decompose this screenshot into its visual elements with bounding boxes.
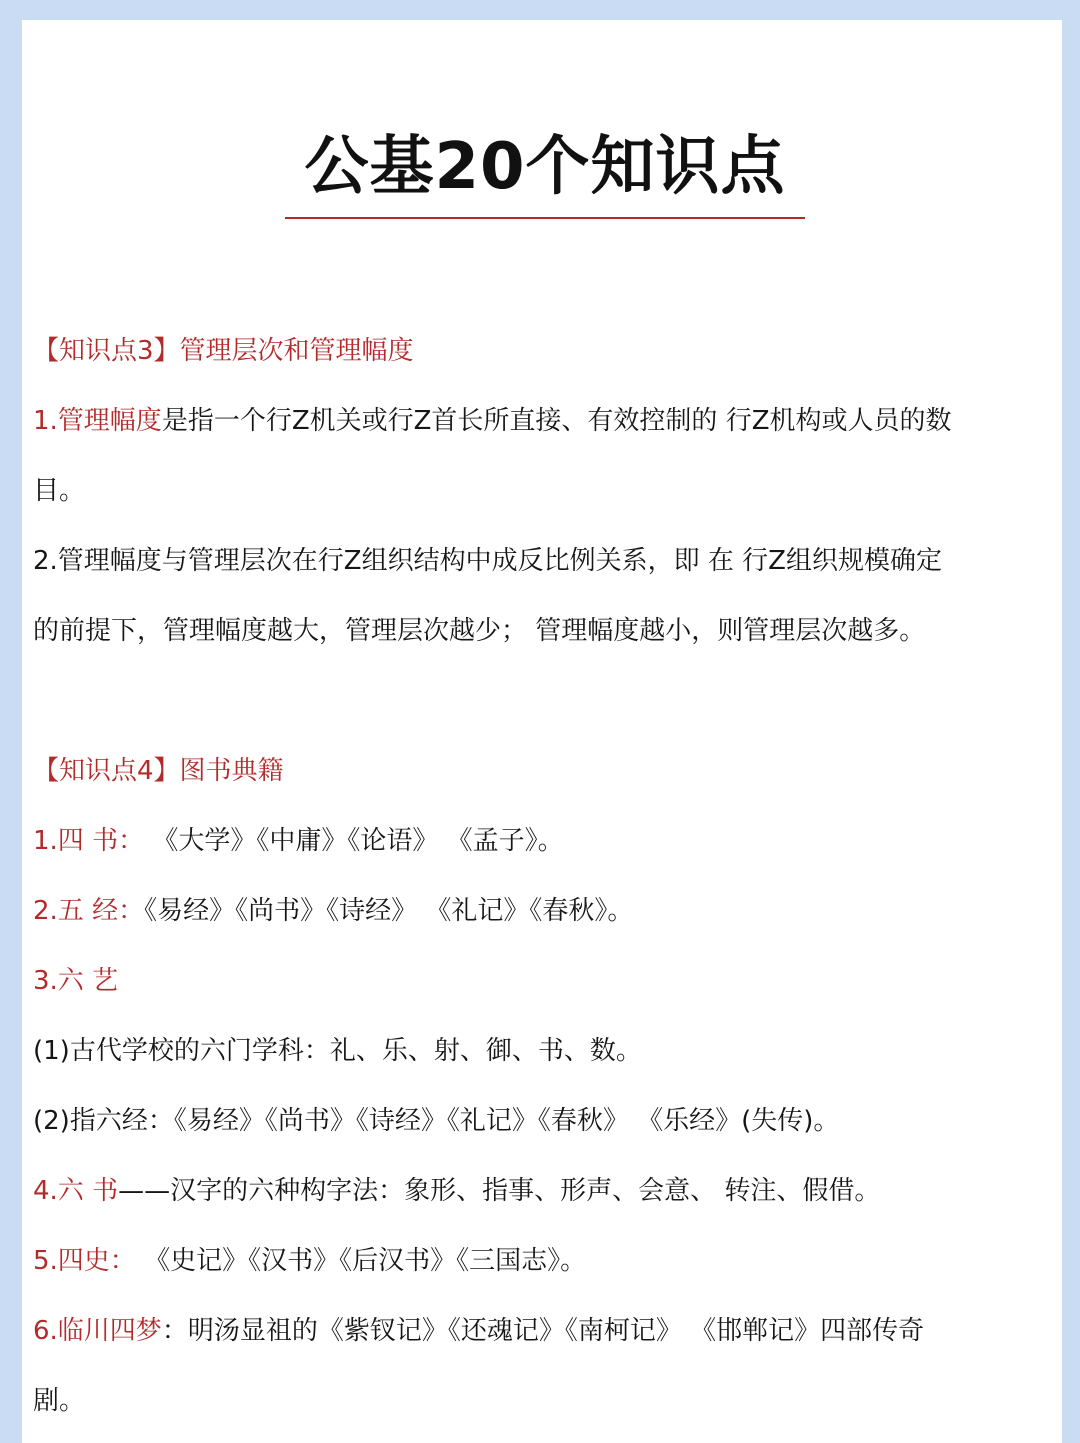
section3-term: 1.管理幅度	[33, 406, 162, 436]
section-gap	[33, 670, 1062, 740]
section4-item2	[33, 880, 1062, 950]
content-card	[22, 20, 1062, 1443]
section4-item3-label: 3.六 艺	[33, 966, 119, 996]
item4-label: 4.六 书	[33, 1176, 119, 1206]
section3-paragraph2-line1: 2.管理幅度与管理层次在行Z组织结构中成反比例关系，即 在 行Z组织规模确定	[33, 546, 942, 576]
content-body	[33, 320, 1062, 1440]
page-title: 公基20个知识点	[304, 130, 786, 204]
item4-text: ——汉字的六种构字法：象形、指事、形声、会意、 转注、假借。	[118, 1176, 881, 1206]
section4-item6-line2: 剧。	[33, 1386, 86, 1416]
section3-heading: 【知识点3】管理层次和管理幅度	[33, 336, 414, 366]
section4-item5	[33, 1230, 1062, 1300]
title-underline	[285, 217, 805, 219]
section4-item3-sub1: (1)古代学校的六门学科：礼、乐、射、御、书、数。	[33, 1036, 642, 1066]
section3-paragraph1-line1	[33, 390, 1062, 460]
section4-item6-line1	[33, 1300, 1062, 1370]
section3-paragraph1-line2: 目。	[33, 476, 86, 506]
item2-text: 《易经》《尚书》《诗经》 《礼记》《春秋》。	[144, 896, 634, 926]
section3-paragraph1-text: 是指一个行Z机关或行Z首长所直接、有效控制的 行Z机构或人员的数	[161, 406, 952, 436]
section4-item4	[33, 1160, 1062, 1230]
item6-text: ：明汤显祖的《紫钗记》《还魂记》《南柯记》 《邯郸记》四部传奇	[161, 1316, 925, 1346]
item2-label: 2.五 经：	[33, 896, 145, 926]
item1-label: 1.四 书：	[33, 826, 145, 856]
section3-paragraph2-line2: 的前提下，管理幅度越大，管理层次越少； 管理幅度越小，则管理层次越多。	[33, 616, 926, 646]
item6-label: 6.临川四梦	[33, 1316, 162, 1346]
item5-text: 《史记》《汉书》《后汉书》《三国志》。	[144, 1246, 587, 1276]
section4-item3-sub2: (2)指六经：《易经》《尚书》《诗经》《礼记》《春秋》 《乐经》(失传)。	[33, 1106, 840, 1136]
section4-heading: 【知识点4】图书典籍	[33, 756, 284, 786]
item5-label: 5.四史：	[33, 1246, 136, 1276]
item1-text: 《大学》《中庸》《论语》 《孟子》。	[152, 826, 564, 856]
section4-item1	[33, 810, 1062, 880]
